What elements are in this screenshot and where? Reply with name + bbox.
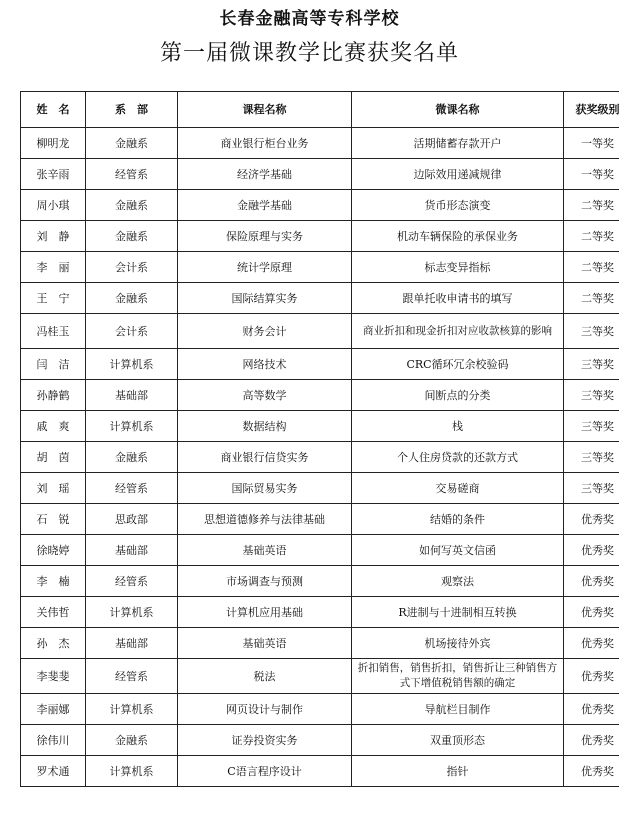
cell-name: 闫 洁 <box>21 349 86 380</box>
column-header-department: 系 部 <box>86 92 178 128</box>
cell-award: 优秀奖 <box>564 535 619 566</box>
cell-course: 高等数学 <box>178 380 352 411</box>
cell-course: 财务会计 <box>178 314 352 349</box>
cell-department: 金融系 <box>86 128 178 159</box>
table-body <box>21 128 619 787</box>
cell-course: 计算机应用基础 <box>178 597 352 628</box>
cell-course: 国际结算实务 <box>178 283 352 314</box>
cell-microcourse: 如何写英文信函 <box>352 535 564 566</box>
cell-department: 经管系 <box>86 473 178 504</box>
table-row <box>21 221 619 252</box>
table-row <box>21 442 619 473</box>
cell-microcourse: R进制与十进制相互转换 <box>352 597 564 628</box>
table-row <box>21 283 619 314</box>
cell-department: 计算机系 <box>86 756 178 787</box>
cell-name: 冯桂玉 <box>21 314 86 349</box>
cell-course: 证券投资实务 <box>178 725 352 756</box>
cell-department: 金融系 <box>86 283 178 314</box>
cell-name: 柳明龙 <box>21 128 86 159</box>
table-row <box>21 473 619 504</box>
table-row <box>21 597 619 628</box>
page-title: 第一届微课教学比赛获奖名单 <box>159 41 459 66</box>
cell-microcourse: CRC循环冗余校验码 <box>352 349 564 380</box>
cell-award: 优秀奖 <box>564 694 619 725</box>
award-table <box>20 91 619 787</box>
cell-name: 李斐斐 <box>21 659 86 694</box>
column-header-microcourse: 微课名称 <box>352 92 564 128</box>
cell-course: 基础英语 <box>178 628 352 659</box>
cell-department: 金融系 <box>86 442 178 473</box>
cell-award: 二等奖 <box>564 190 619 221</box>
cell-course: 市场调查与预测 <box>178 566 352 597</box>
cell-microcourse: 间断点的分类 <box>352 380 564 411</box>
cell-microcourse: 指针 <box>352 756 564 787</box>
cell-department: 金融系 <box>86 221 178 252</box>
cell-name: 孙 杰 <box>21 628 86 659</box>
cell-award: 优秀奖 <box>564 597 619 628</box>
table-row <box>21 628 619 659</box>
cell-award: 二等奖 <box>564 252 619 283</box>
table-row <box>21 128 619 159</box>
cell-course: 税法 <box>178 659 352 694</box>
table-row <box>21 380 619 411</box>
table-row <box>21 252 619 283</box>
cell-course: 数据结构 <box>178 411 352 442</box>
cell-award: 三等奖 <box>564 314 619 349</box>
table-row <box>21 159 619 190</box>
cell-award: 三等奖 <box>564 380 619 411</box>
cell-name: 周小琪 <box>21 190 86 221</box>
cell-course: 统计学原理 <box>178 252 352 283</box>
cell-microcourse: 机动车辆保险的承保业务 <box>352 221 564 252</box>
table-header-row <box>21 92 619 128</box>
cell-name: 罗术通 <box>21 756 86 787</box>
cell-name: 李 丽 <box>21 252 86 283</box>
cell-award: 二等奖 <box>564 283 619 314</box>
cell-department: 经管系 <box>86 566 178 597</box>
cell-course: 基础英语 <box>178 535 352 566</box>
cell-department: 会计系 <box>86 252 178 283</box>
cell-microcourse: 个人住房贷款的还款方式 <box>352 442 564 473</box>
cell-department: 金融系 <box>86 725 178 756</box>
cell-department: 计算机系 <box>86 411 178 442</box>
cell-microcourse: 折扣销售，销售折扣，销售折让三种销售方式下增值税销售额的确定 <box>352 659 564 694</box>
table-row <box>21 659 619 694</box>
cell-name: 石 锐 <box>21 504 86 535</box>
column-header-name: 姓 名 <box>21 92 86 128</box>
cell-microcourse: 观察法 <box>352 566 564 597</box>
cell-award: 一等奖 <box>564 128 619 159</box>
table-row <box>21 535 619 566</box>
table-row <box>21 694 619 725</box>
column-header-course: 课程名称 <box>178 92 352 128</box>
cell-name: 李 楠 <box>21 566 86 597</box>
cell-award: 优秀奖 <box>564 628 619 659</box>
table-row <box>21 411 619 442</box>
cell-course: 商业银行柜台业务 <box>178 128 352 159</box>
cell-department: 经管系 <box>86 159 178 190</box>
cell-award: 三等奖 <box>564 349 619 380</box>
cell-name: 胡 茵 <box>21 442 86 473</box>
cell-course: 网络技术 <box>178 349 352 380</box>
cell-award: 优秀奖 <box>564 566 619 597</box>
cell-microcourse: 标志变异指标 <box>352 252 564 283</box>
cell-microcourse: 跟单托收申请书的填写 <box>352 283 564 314</box>
cell-microcourse: 活期储蓄存款开户 <box>352 128 564 159</box>
cell-microcourse: 机场接待外宾 <box>352 628 564 659</box>
cell-name: 戚 爽 <box>21 411 86 442</box>
cell-course: 思想道德修养与法律基础 <box>178 504 352 535</box>
cell-department: 计算机系 <box>86 597 178 628</box>
cell-award: 三等奖 <box>564 442 619 473</box>
cell-department: 基础部 <box>86 535 178 566</box>
cell-course: 国际贸易实务 <box>178 473 352 504</box>
cell-department: 基础部 <box>86 628 178 659</box>
cell-microcourse: 边际效用递减规律 <box>352 159 564 190</box>
cell-microcourse: 交易磋商 <box>352 473 564 504</box>
table-row <box>21 314 619 349</box>
table-row <box>21 504 619 535</box>
column-header-award: 获奖级别 <box>564 92 619 128</box>
cell-department: 基础部 <box>86 380 178 411</box>
cell-microcourse: 导航栏目制作 <box>352 694 564 725</box>
table-row <box>21 725 619 756</box>
cell-award: 三等奖 <box>564 411 619 442</box>
cell-course: 保险原理与实务 <box>178 221 352 252</box>
cell-name: 李丽娜 <box>21 694 86 725</box>
cell-department: 金融系 <box>86 190 178 221</box>
cell-name: 王 宁 <box>21 283 86 314</box>
cell-department: 思政部 <box>86 504 178 535</box>
school-name: 长春金融高等专科学校 <box>219 9 400 29</box>
cell-microcourse: 双重顶形态 <box>352 725 564 756</box>
table-row <box>21 756 619 787</box>
cell-award: 三等奖 <box>564 473 619 504</box>
cell-course: 网页设计与制作 <box>178 694 352 725</box>
cell-microcourse: 商业折扣和现金折扣对应收款核算的影响 <box>352 314 564 349</box>
cell-award: 二等奖 <box>564 221 619 252</box>
cell-award: 优秀奖 <box>564 725 619 756</box>
cell-award: 优秀奖 <box>564 659 619 694</box>
cell-award: 优秀奖 <box>564 756 619 787</box>
cell-course: 金融学基础 <box>178 190 352 221</box>
cell-course: C语言程序设计 <box>178 756 352 787</box>
cell-microcourse: 结婚的条件 <box>352 504 564 535</box>
cell-award: 一等奖 <box>564 159 619 190</box>
cell-department: 计算机系 <box>86 349 178 380</box>
cell-microcourse: 货币形态演变 <box>352 190 564 221</box>
cell-name: 孙静鹤 <box>21 380 86 411</box>
cell-department: 经管系 <box>86 659 178 694</box>
cell-department: 会计系 <box>86 314 178 349</box>
table-row <box>21 349 619 380</box>
cell-name: 徐伟川 <box>21 725 86 756</box>
cell-name: 张辛雨 <box>21 159 86 190</box>
cell-microcourse: 栈 <box>352 411 564 442</box>
cell-award: 优秀奖 <box>564 504 619 535</box>
cell-name: 刘 静 <box>21 221 86 252</box>
cell-department: 计算机系 <box>86 694 178 725</box>
table-row <box>21 190 619 221</box>
cell-name: 刘 瑶 <box>21 473 86 504</box>
cell-course: 商业银行信贷实务 <box>178 442 352 473</box>
cell-name: 关伟哲 <box>21 597 86 628</box>
cell-course: 经济学基础 <box>178 159 352 190</box>
table-row <box>21 566 619 597</box>
cell-name: 徐晓婷 <box>21 535 86 566</box>
